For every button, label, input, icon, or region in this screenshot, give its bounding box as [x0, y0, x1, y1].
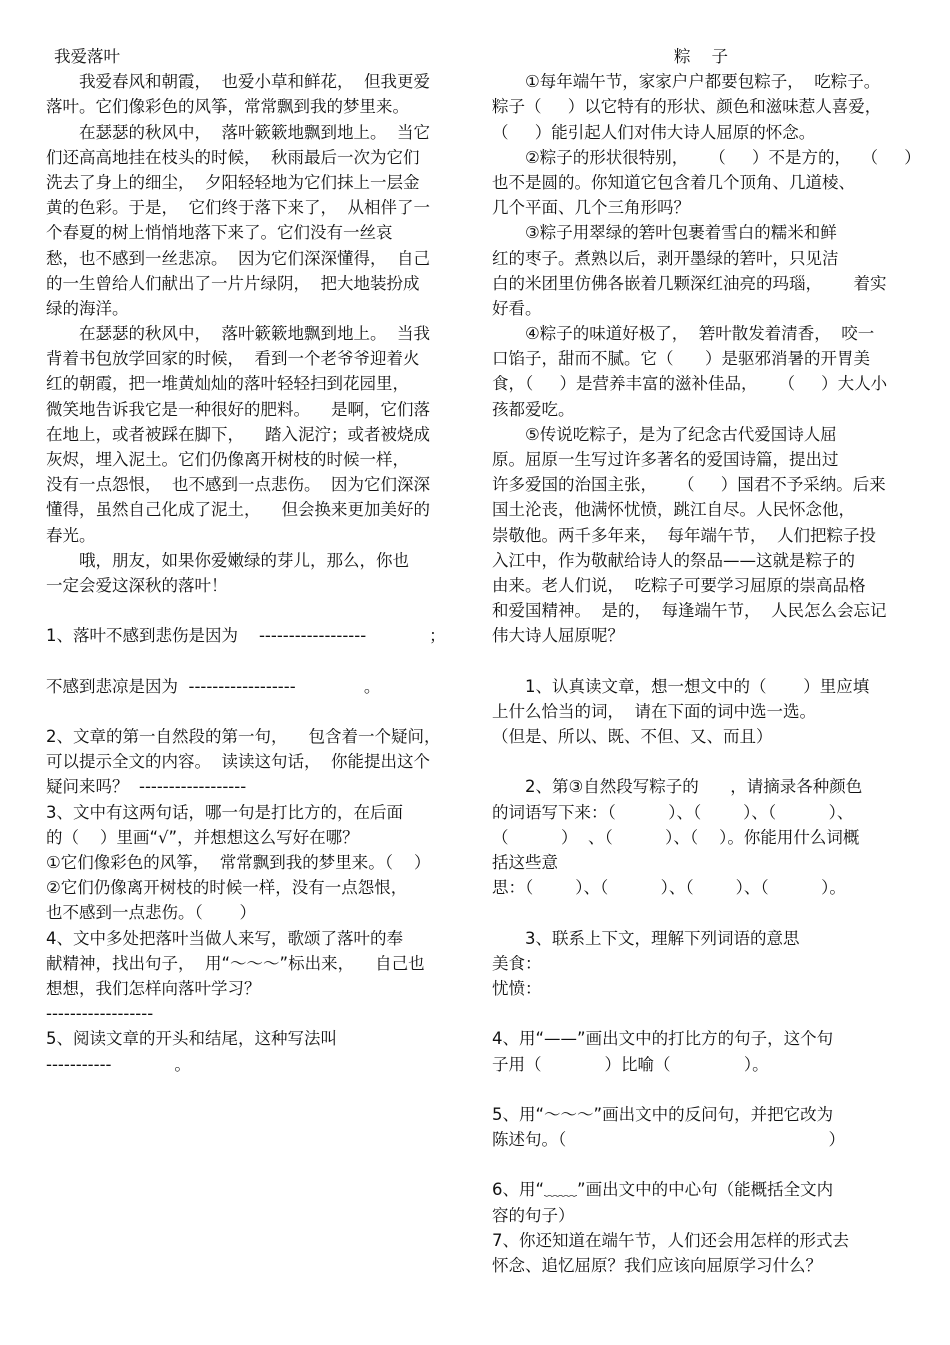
text-line: 灰烬，埋入泥土。它们仍像离开树枝的时候一样，	[46, 450, 409, 469]
text-line: 也不感到一点悲伤。（ ）	[46, 903, 256, 923]
text-line: 的一生曾给人们献出了一片片绿阴， 把大地装扮成	[46, 273, 420, 293]
text-line: ②它们仍像离开树枝的时候一样，没有一点怨恨，	[46, 878, 408, 898]
text-line: 5、用“～～～”画出文中的反问句，并把它改为	[492, 1104, 834, 1124]
text-line	[46, 699, 460, 724]
article-title-right: 粽 子	[674, 47, 728, 66]
text-line: 入江中，作为敬献给诗人的祭品——这就是粽子的	[492, 550, 855, 570]
article-left	[46, 44, 460, 1077]
text-line: ①每年端午节，家家户户都要包粽子， 吃粽子。	[492, 72, 881, 92]
text-line: 思：（ ）、（ ）、（ ）、（ ）。	[492, 878, 846, 898]
text-line: 美食：	[492, 953, 542, 973]
text-line: 几个平面、几个三角形吗？	[492, 198, 690, 218]
text-line	[492, 900, 910, 925]
text-line: 忧愤：	[492, 978, 542, 998]
text-line: 献精神，找出句子， 用“～～～”标出来， 自己也	[46, 953, 425, 973]
text-line: 陈述句。（ ）	[492, 1130, 845, 1150]
text-line: 白的米团里仿佛各嵌着几颗深红油亮的玛瑙， 着实	[492, 273, 887, 293]
text-line	[492, 749, 910, 774]
text-line: 微笑地告诉我它是一种很好的肥料。 是啊，它们落	[46, 399, 430, 419]
text-line	[46, 649, 460, 674]
text-line: 个春夏的树上悄悄地落下来了。它们没有一丝哀	[46, 223, 393, 243]
text-line: ①它们像彩色的风筝， 常常飘到我的梦里来。（ ）	[46, 853, 431, 872]
text-line: ⑤传说吃粽子，是为了纪念古代爱国诗人屈	[492, 424, 837, 444]
text-line	[46, 598, 460, 623]
text-line	[492, 649, 910, 674]
text-line: 2、文章的第一自然段的第一句， 包含着一个疑问，	[46, 727, 441, 747]
text-line	[492, 1077, 910, 1102]
text-line: 我爱春风和朝霞， 也爱小草和鲜花， 但我更爱	[46, 72, 430, 92]
text-line: 的（ ）里画“√”，并想想这么写好在哪？	[46, 827, 359, 847]
text-line: 一定会爱这深秋的落叶！	[46, 575, 228, 595]
text-line: 3、联系上下文，理解下列词语的意思	[492, 928, 800, 948]
text-line: 和爱国精神。 是的， 每逢端午节， 人民怎么会忘记	[492, 601, 887, 621]
text-line: 在瑟瑟的秋风中， 落叶簌簌地飘到地上。 当我	[46, 324, 430, 344]
text-line: 7、你还知道在端午节，人们还会用怎样的形式去	[492, 1230, 849, 1250]
text-line: 黄的色彩。于是， 它们终于落下来了， 从相伴了一	[46, 198, 430, 218]
text-line: 疑问来吗？ ------------------	[46, 777, 247, 797]
text-line: 1、落叶不感到悲伤是因为 ------------------ ；	[46, 626, 446, 646]
text-line: 原。屈原一生写过许多著名的爱国诗篇，提出过	[492, 450, 839, 469]
text-line: 背着书包放学回家的时候， 看到一个老爷爷迎着火	[46, 349, 420, 369]
text-line: 在地上，或者被踩在脚下， 踏入泥泞；或者被烧成	[46, 424, 430, 444]
text-line: 括这些意	[492, 853, 558, 872]
text-line: 4、用“——”画出文中的打比方的句子，这个句	[492, 1029, 834, 1049]
article-title-left: 我爱落叶	[54, 47, 120, 66]
text-line: 愁，也不感到一丝悲凉。 因为它们深深懂得， 自己	[46, 248, 430, 268]
text-line: 3、文中有这两句话，哪一句是打比方的，在后面	[46, 802, 403, 822]
text-line: 怀念、追忆屈原？我们应该向屈原学习什么？	[492, 1256, 822, 1275]
right-text-body	[492, 69, 921, 1278]
text-line: 1、认真读文章，想一想文中的（ ）里应填	[492, 676, 870, 696]
text-line: （但是、所以、既、不但、又、而且）	[492, 727, 773, 747]
text-line	[492, 1001, 910, 1026]
text-line: ③粽子用翠绿的箬叶包裹着雪白的糯米和鲜	[492, 223, 837, 243]
text-line: 5、阅读文章的开头和结尾，这种写法叫	[46, 1029, 337, 1049]
text-line: 由来。老人们说， 吃粽子可要学习屈原的崇高品格	[492, 575, 866, 595]
text-line: 没有一点怨恨， 也不感到一点悲伤。 因为它们深深	[46, 475, 430, 495]
text-line: 好看。	[492, 298, 542, 318]
text-line: 粽子（ ）以它特有的形状、颜色和滋味惹人喜爱，	[492, 97, 882, 117]
text-line: （ ）能引起人们对伟大诗人屈原的怀念。	[492, 122, 816, 142]
text-line: 6、用“﹏﹏”画出文中的中心句（能概括全文内	[492, 1180, 834, 1200]
text-line: ----------- 。	[46, 1054, 191, 1074]
text-line: 红的朝霞，把一堆黄灿灿的落叶轻轻扫到花园里，	[46, 374, 409, 394]
text-line: 想想，我们怎样向落叶学习？	[46, 978, 261, 998]
text-line: ④粽子的味道好极了， 箬叶散发着清香， 咬一	[492, 324, 875, 344]
text-line: 懂得，虽然自己化成了泥土， 但会换来更加美好的	[46, 500, 430, 520]
text-line: 4、文中多处把落叶当做人来写，歌颂了落叶的奉	[46, 928, 403, 948]
text-line: 上什么恰当的词， 请在下面的词中选一选。	[492, 701, 816, 721]
text-line: 食，（ ）是营养丰富的滋补佳品， （ ）大人小	[492, 374, 888, 394]
text-line: （ ） 、（ ）、（ ）。你能用什么词概	[492, 827, 860, 847]
text-line: 红的枣子。煮熟以后，剥开墨绿的箬叶，只见洁	[492, 248, 839, 268]
text-line: 伟大诗人屈原呢？	[492, 626, 624, 646]
text-line: 的词语写下来：（ ）、（ ）、（ ）、	[492, 802, 854, 822]
article-right	[492, 44, 921, 1278]
text-line: 可以提示全文的内容。 读读这句话， 你能提出这个	[46, 752, 430, 772]
text-line: 不感到悲凉是因为 ------------------ 。	[46, 676, 381, 696]
text-line: ②粽子的形状很特别， （ ）不是方的， （ ）	[492, 147, 921, 167]
text-line: 容的句子）	[492, 1205, 575, 1225]
text-line	[492, 1152, 910, 1177]
text-line: 春光。	[46, 525, 96, 545]
text-line: 也不是圆的。你知道它包含着几个顶角、几道棱、	[492, 172, 855, 192]
text-line: 们还高高地挂在枝头的时候， 秋雨最后一次为它们	[46, 147, 420, 167]
text-line: 崇敬他。两千多年来， 每年端午节， 人们把粽子投	[492, 525, 876, 545]
text-line: 子用（ ）比喻（ ）。	[492, 1054, 769, 1074]
text-line: 洗去了身上的细尘， 夕阳轻轻地为它们抹上一层金	[46, 172, 420, 192]
text-line: 在瑟瑟的秋风中， 落叶簌簌地飘到地上。 当它	[46, 122, 430, 142]
text-line: 国土沦丧，他满怀忧愤，跳江自尽。人民怀念他，	[492, 500, 855, 520]
text-line: 孩都爱吃。	[492, 399, 575, 419]
text-line: 2、第③自然段写粽子的 ，请摘录各种颜色	[492, 777, 863, 797]
left-text-body	[46, 69, 460, 1077]
text-line: 口馅子，甜而不腻。它（ ）是驱邪消暑的开胃美	[492, 349, 870, 369]
text-line: 哦，朋友，如果你爱嫩绿的芽儿，那么，你也	[46, 550, 409, 570]
text-line: 落叶。它们像彩色的风筝，常常飘到我的梦里来。	[46, 97, 409, 117]
text-line: 许多爱国的治国主张， （ ）国君不予采纳。后来	[492, 475, 886, 495]
text-line: 绿的海洋。	[46, 298, 129, 318]
text-line: ------------------	[46, 1004, 154, 1024]
